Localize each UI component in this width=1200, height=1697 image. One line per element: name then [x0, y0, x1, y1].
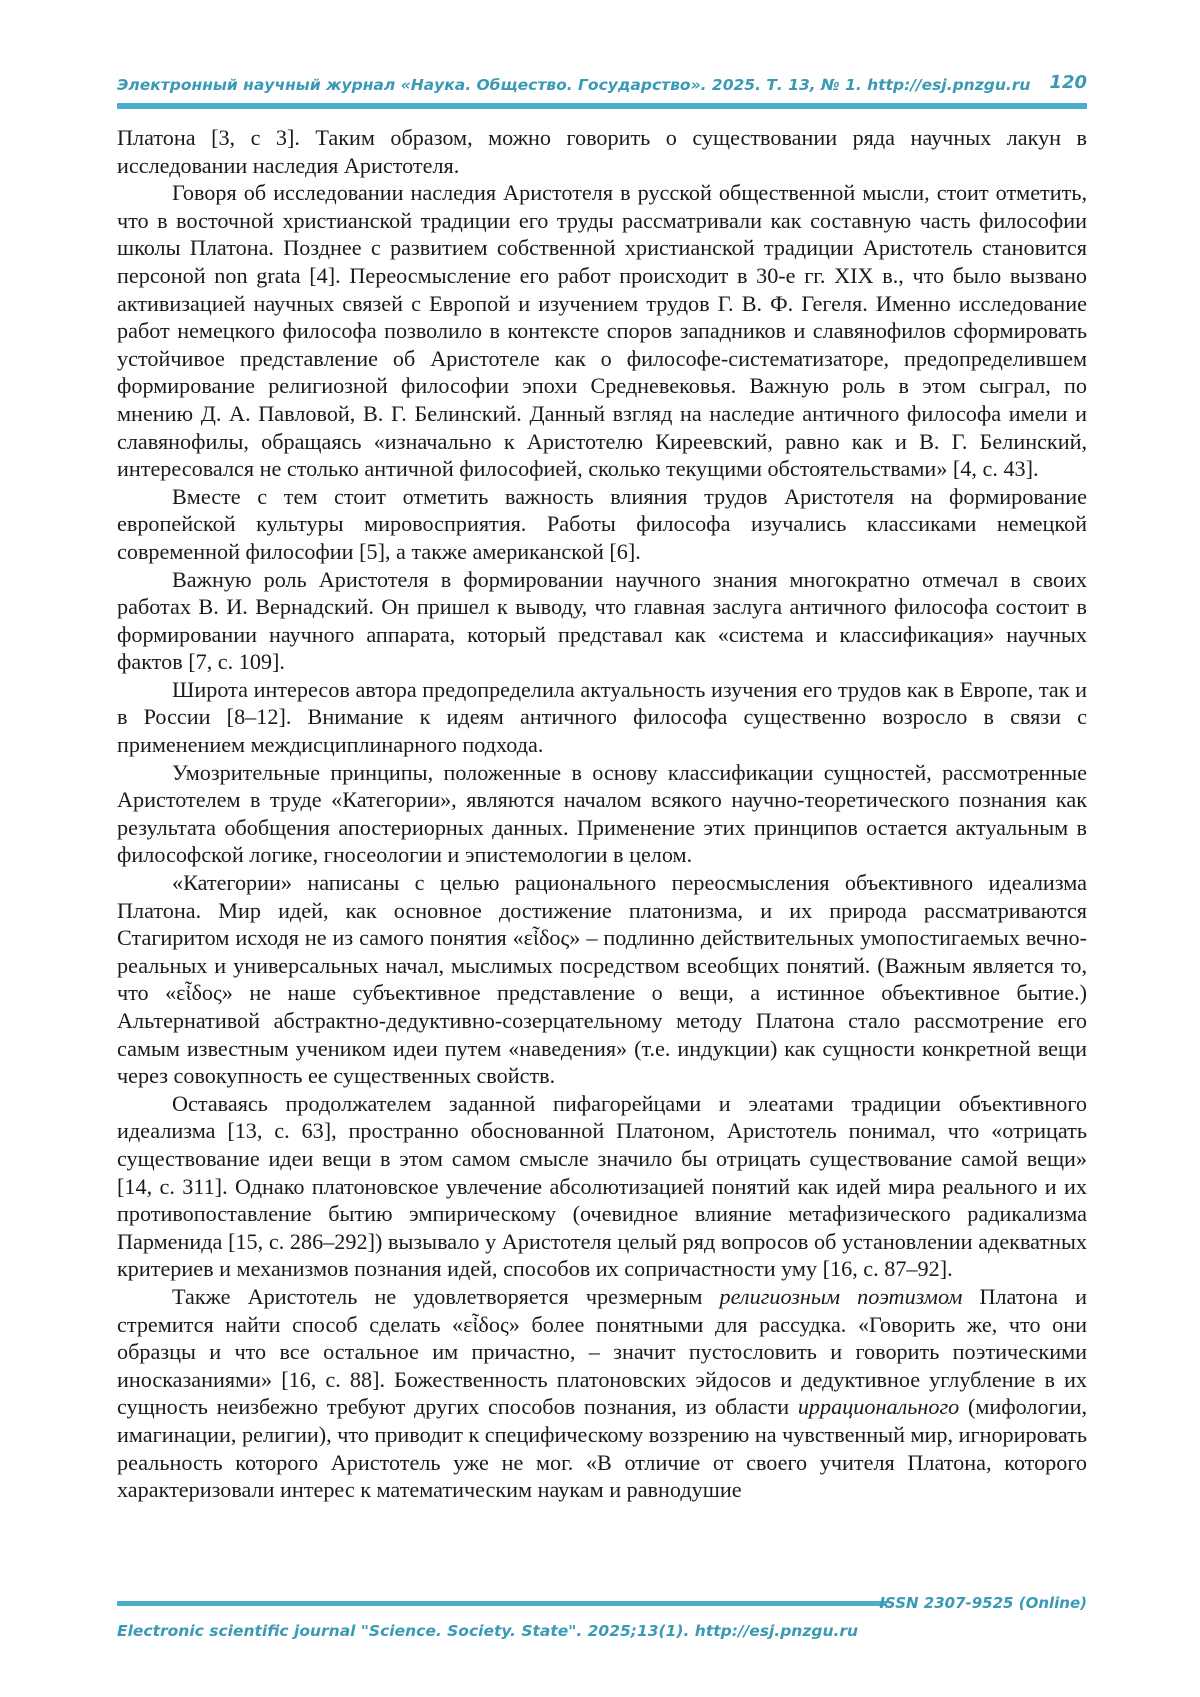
- paragraph-1: Платона [3, с 3]. Таким образом, можно говорить о существовании ряда научных лакун в исследовании наследия Аристотеля.: [117, 125, 1087, 178]
- footer-divider: [117, 1601, 887, 1606]
- italic-term-religious-poetism: религиозным поэтизмом: [719, 1283, 963, 1309]
- paragraph-8: Оставаясь продолжателем заданной пифагорейцами и элеатами традиции объективного идеализма [13, с. 63], пространно обоснованной Платоном, Аристотель понимал, что «отрицать существование идеи вещи в этом самом смысле значило бы отрицать существование самой вещи» [14, с. 311]. Однако платоновское увлечение абсолютизацией понятий как идей мира реального и их противопоставление бытию эмпирическому (очевидное влияние метафизического радикализма Парменида [15, с. 286–292]) вызывало у Аристотеля целый ряд вопросов об установлении адекватных критериев и механизмов познания идей, способов их сопричастности уму [16, с. 87–92].: [117, 1090, 1087, 1282]
- paragraph-9-part-b: Платона и стремится найти способ сделать «εἶδος» более понятными для рассудка. «Говорить же, что они образцы и что все остальное им причастно, – значит пустословить и говорить поэтическими иносказаниями» [16, с. 88]. Божественность платоновских эйдосов и дедуктивное углубление в их сущность неизбежно требуют других способов познания, из области: [117, 1283, 1087, 1420]
- italic-term-irrational: иррационального: [797, 1394, 960, 1420]
- journal-footer-title: Electronic scientific journal "Science. Society. State". 2025;13(1). http://esj.pnzgu.ru: [117, 1622, 859, 1640]
- paragraph-2: Говоря об исследовании наследия Аристотеля в русской общественной мысли, стоит отметить, что в восточной христианской традиции его труды рассматривали как составную часть философии школы Платона. Позднее с развитием собственной христианской традиции Аристотель становится персоной non grata [4]. Переосмысление его работ происходит в 30-е гг. XIX в., что было вызвано активизацией научных связей с Европой и изучением трудов Г. В. Ф. Гегеля. Именно исследование работ немецкого философа позволило в контексте споров западников и славянофилов сформировать устойчивое представление об Аристотеле как о философе-систематизаторе, предопределившем формирование религиозной философии эпохи Средневековья. Важную роль в этом сыграл, по мнению Д. А. Павловой, В. Г. Белинский. Данный взгляд на наследие античного философа имели и славянофилы, обращаясь «изначально к Аристотелю Киреевский, равно как и В. Г. Белинский, интересовался не столько античной философией, сколько текущими обстоятельствами» [4, с. 43].: [117, 180, 1087, 482]
- paragraph-3: Вместе с тем стоит отметить важность влияния трудов Аристотеля на формирование европейской культуры мировосприятия. Работы философа изучались классиками немецкой современной философии [5], а также американской [6].: [117, 483, 1087, 564]
- paragraph-9-part-c: (мифологии, имагинации, религии), что приводит к специфическому воззрению на чувственный мир, игнорировать реальность которого Аристотель уже не мог. «В отличие от своего учителя Платона, которого характеризовали интерес к математическим наукам и равнодушие: [117, 1394, 1087, 1503]
- issn-label: ISSN 2307-9525 (Online): [879, 1594, 1087, 1612]
- paragraph-9: [117, 1283, 1087, 1504]
- running-header: [117, 68, 1087, 100]
- paragraph-5: Широта интересов автора предопределила актуальность изучения его трудов как в Европе, так и в России [8–12]. Внимание к идеям античного философа существенно возросло в связи с применением междисциплинарного подхода.: [117, 676, 1087, 758]
- paragraph-4: Важную роль Аристотеля в формировании научного знания многократно отмечал в своих работах В. И. Вернадский. Он пришел к выводу, что главная заслуга античного философа состоит в формировании научного аппарата, который представал как «система и классификация» научных фактов [7, с. 109].: [117, 566, 1087, 675]
- paragraph-9-part-a: Также Аристотель не удовлетворяется чрезмерным: [172, 1283, 720, 1309]
- page-number: 120: [1049, 72, 1087, 93]
- journal-header-title: Электронный научный журнал «Наука. Общество. Государство». 2025. Т. 13, № 1. http://esj.pnzgu.ru: [117, 76, 1031, 94]
- header-divider: [117, 103, 1087, 109]
- article-body: [117, 124, 1087, 1504]
- paragraph-7: «Категории» написаны с целью рационального переосмысления объективного идеализма Платона. Мир идей, как основное достижение платонизма, и их природа рассматриваются Стагиритом исходя не из самого понятия «εἶδος» – подлинно действительных умопостигаемых вечно-реальных и универсальных начал, мыслимых посредством всеобщих понятий. (Важным является то, что «εἶδος» не наше субъективное представление о вещи, а истинное объективное бытие.) Альтернативой абстрактно-дедуктивно-созерцательному методу Платона стало рассмотрение его самым известным учеником идеи путем «наведения» (т.е. индукции) как сущности конкретной вещи через совокупность ее существенных свойств.: [117, 870, 1087, 1089]
- paragraph-6: Умозрительные принципы, положенные в основу классификации сущностей, рассмотренные Аристотелем в труде «Категории», являются началом всякого научно-теоретического познания как результата обобщения апостериорных данных. Применение этих принципов остается актуальным в философской логике, гносеологии и эпистемологии в целом.: [117, 759, 1087, 868]
